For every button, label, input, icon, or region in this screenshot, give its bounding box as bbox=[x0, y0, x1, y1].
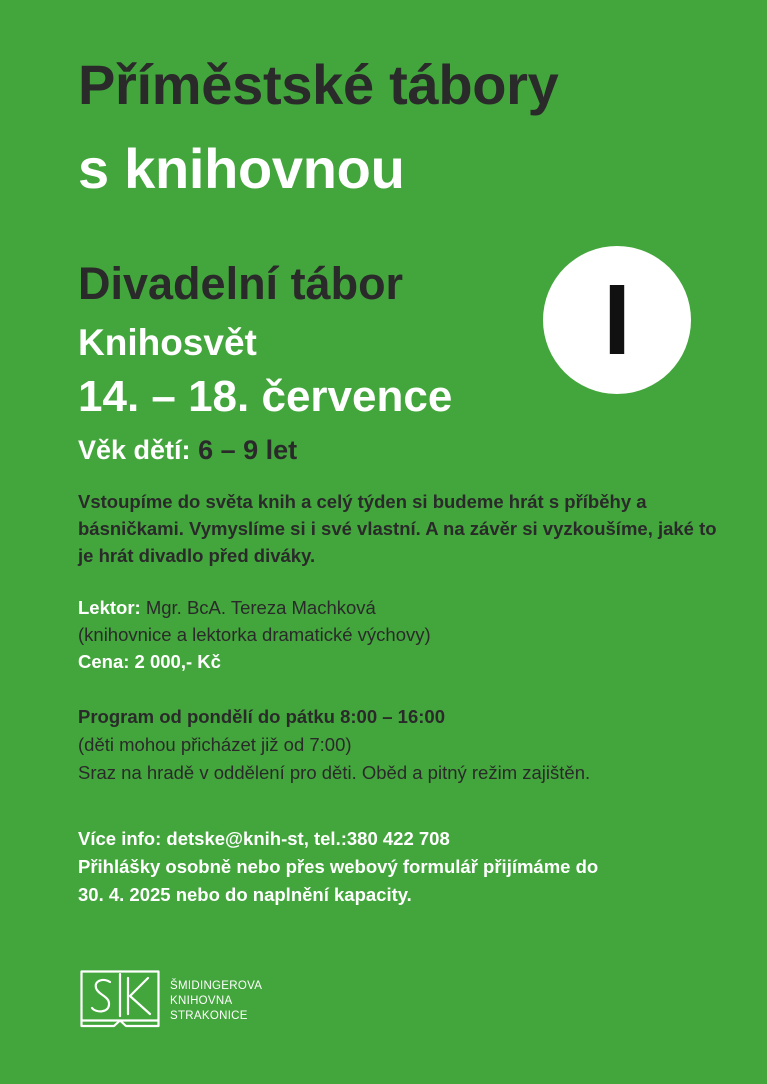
library-name-line-1: ŠMIDINGEROVA bbox=[170, 980, 263, 992]
library-name-line-2: KNIHOVNA bbox=[170, 995, 233, 1007]
camp-description: Vstoupíme do světa knih a celý týden si budeme hrát s příběhy a básničkami. Vymyslíme si i své vlastní. A na závěr si vyzkoušíme, jaké to je hrát divadlo před diváky. bbox=[78, 491, 717, 566]
lektor-note: (knihovnice a lektorka dramatické výchovy) bbox=[78, 624, 431, 645]
program-hours: Program od pondělí do pátku 8:00 – 16:00 bbox=[78, 706, 446, 727]
lektor-line bbox=[78, 597, 376, 619]
contact-info: Více info: detske@knih-st, tel.:380 422 708 bbox=[78, 828, 450, 849]
meeting-note: Sraz na hradě v oddělení pro děti. Oběd a pitný režim zajištěn. bbox=[78, 762, 591, 783]
camp-number: I bbox=[603, 264, 631, 376]
title-line-1: Příměstské tábory bbox=[78, 53, 559, 116]
camp-dates: 14. – 18. července bbox=[78, 372, 453, 421]
age-value: 6 – 9 let bbox=[198, 435, 298, 465]
signup-line-2: 30. 4. 2025 nebo do naplnění kapacity. bbox=[78, 884, 412, 905]
lektor-label: Lektor: bbox=[78, 597, 141, 618]
camp-theme: Knihosvět bbox=[78, 322, 257, 363]
camp-name: Divadelní tábor bbox=[78, 258, 404, 309]
age-range bbox=[78, 435, 297, 466]
signup-line-1: Přihlášky osobně nebo přes webový formulář přijímáme do bbox=[78, 856, 599, 877]
age-label: Věk dětí: bbox=[78, 435, 191, 465]
title-line-2: s knihovnou bbox=[78, 137, 405, 200]
camp-number-badge bbox=[543, 246, 691, 394]
arrival-note: (děti mohou přicházet již od 7:00) bbox=[78, 734, 352, 755]
price: Cena: 2 000,- Kč bbox=[78, 651, 221, 672]
library-name-line-3: STRAKONICE bbox=[170, 1010, 248, 1022]
library-logo-icon bbox=[80, 970, 160, 1028]
lektor-name: Mgr. BcA. Tereza Machková bbox=[145, 597, 376, 618]
library-name bbox=[170, 979, 262, 1024]
